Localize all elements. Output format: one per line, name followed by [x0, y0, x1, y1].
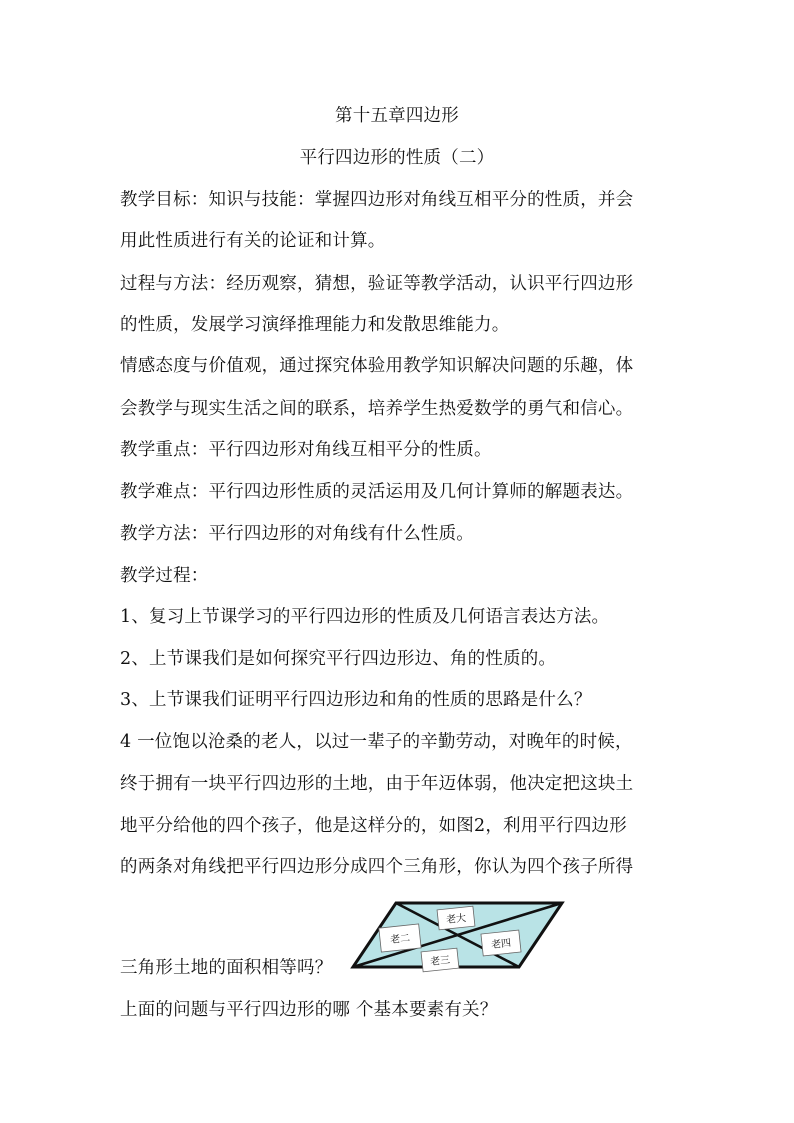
fourth-label: 老四 [490, 937, 512, 952]
text-line: 用此性质进行有关的论证和计算。 [120, 231, 386, 251]
text-line: 上面的问题与平行四边形的哪 个基本要素有关？ [120, 1000, 498, 1020]
text-line: 教学目标：知识与技能：掌握四边形对角线互相平分的性质，并会 [120, 190, 634, 210]
text-line: 教学过程： [120, 566, 209, 586]
lesson-title: 平行四边形的性质（二） [299, 148, 495, 168]
text-line: 4 一位饱以沧桑的老人，以过一辈子的辛勤劳动，对晚年的时候， [120, 732, 633, 752]
text-line: 教学重点：平行四边形对角线互相平分的性质。 [120, 440, 492, 460]
text-line: 1、复习上节课学习的平行四边形的性质及几何语言表达方法。 [120, 607, 610, 627]
text-line: 的两条对角线把平行四边形分成四个三角形，你认为四个孩子所得 [120, 857, 634, 877]
parallelogram-figure [350, 888, 568, 974]
text-line: 2、上节课我们是如何探究平行四边形边、角的性质的。 [120, 649, 557, 669]
text-line: 过程与方法：经历观察，猜想，验证等教学活动，认识平行四边形 [120, 274, 634, 294]
text-line: 情感态度与价值观，通过探究体验用教学知识解决问题的乐趣，体 [120, 356, 634, 376]
eldest-label: 老大 [445, 912, 467, 927]
second-label: 老二 [389, 932, 411, 947]
text-line: 地平分给他的四个孩子，他是这样分的，如图2，利用平行四边形 [120, 816, 627, 836]
parallelogram-diagram [350, 888, 568, 974]
text-line: 3、上节课我们证明平行四边形边和角的性质的思路是什么？ [120, 690, 592, 710]
text-line: 三角形土地的面积相等吗？ [120, 958, 333, 978]
text-line: 会教学与现实生活之间的联系，培养学生热爱数学的勇气和信心。 [120, 399, 634, 419]
text-line: 的性质，发展学习演绎推理能力和发散思维能力。 [120, 315, 510, 335]
text-line: 终于拥有一块平行四边形的土地，由于年迈体弱，他决定把这块土 [120, 774, 634, 794]
third-label: 老三 [429, 954, 451, 969]
text-line: 教学方法：平行四边形的对角线有什么性质。 [120, 524, 474, 544]
text-line: 教学难点：平行四边形性质的灵活运用及几何计算师的解题表达。 [120, 482, 634, 502]
chapter-title: 第十五章四边形 [335, 106, 459, 126]
